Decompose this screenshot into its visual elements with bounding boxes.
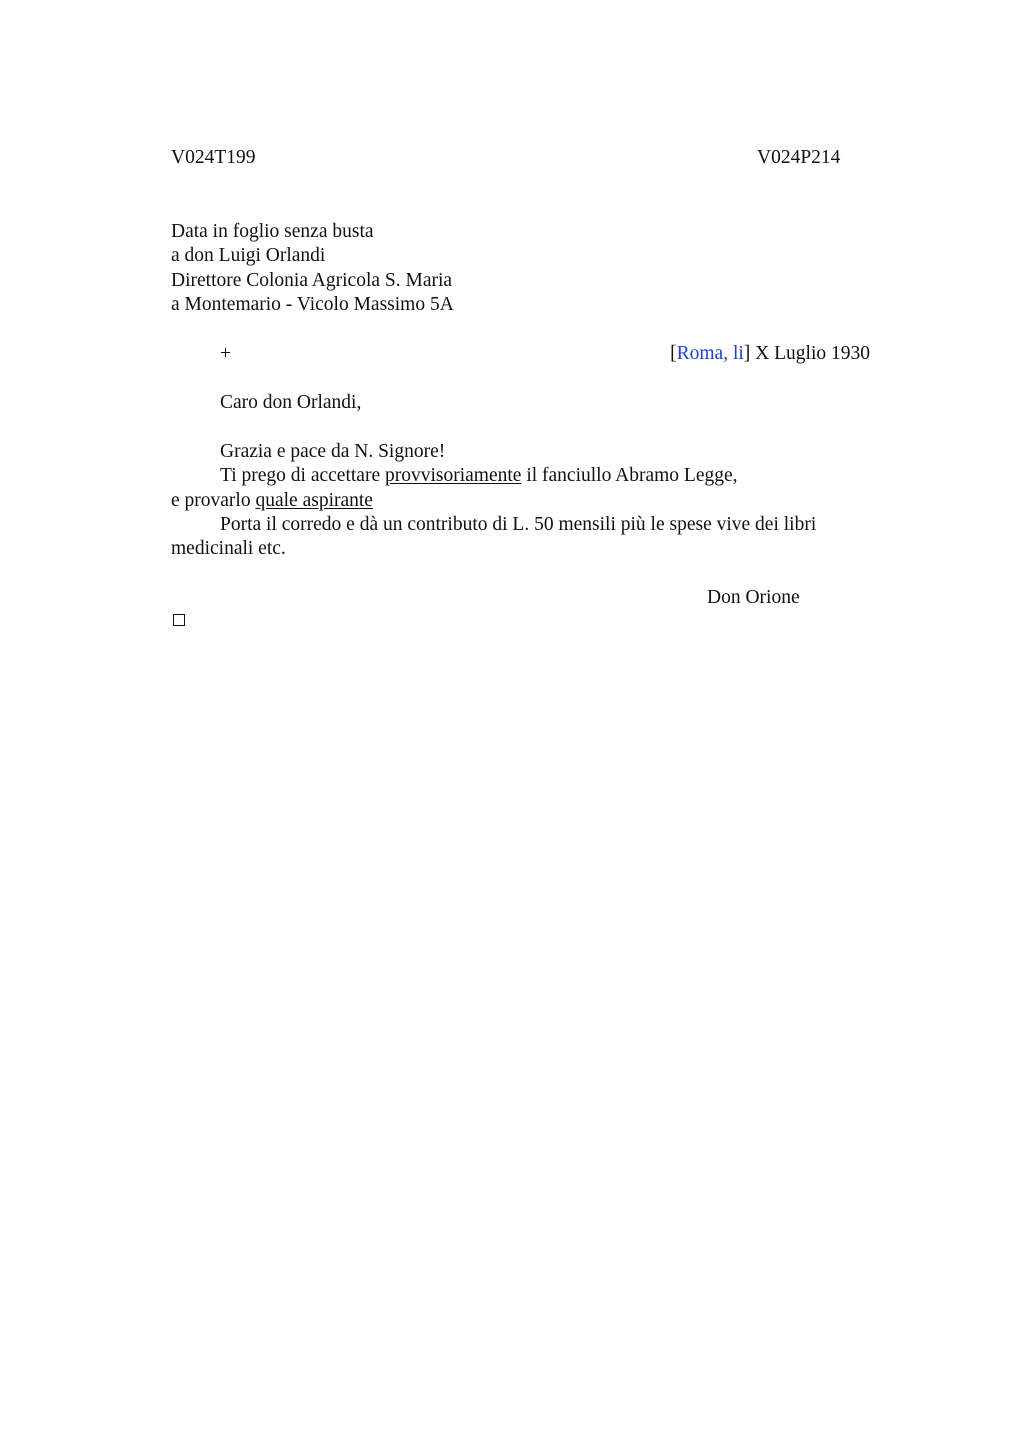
paragraph-1-line-2 xyxy=(171,489,373,513)
p1-text-a: Ti prego di accettare xyxy=(220,465,385,486)
recipient-name: a don Luigi Orlandi xyxy=(171,245,326,266)
checkbox-square-icon xyxy=(173,614,185,626)
dateline-place: Roma, li xyxy=(676,343,744,364)
note-line-1: Data in foglio senza busta xyxy=(171,221,374,242)
paragraph-2-line-2: medicinali etc. xyxy=(171,538,286,559)
dateline xyxy=(670,342,870,366)
paragraph-1-line-1 xyxy=(220,464,738,488)
dateline-date: X Luglio 1930 xyxy=(750,343,870,364)
bracket-open: [ xyxy=(670,343,677,364)
paragraph-2-line-1: Porta il corredo e dà un contributo di L. 50 mensili più le spese vive dei libri xyxy=(220,514,817,535)
p1-underlined-word: provvisoriamente xyxy=(384,465,522,486)
greeting: Grazia e pace da N. Signore! xyxy=(220,441,446,462)
salutation: Caro don Orlandi, xyxy=(220,392,362,413)
cross-symbol: + xyxy=(220,343,231,364)
p1-line2-text: e provarlo xyxy=(171,490,256,511)
recipient-title: Direttore Colonia Agricola S. Maria xyxy=(171,270,453,291)
archive-code-left: V024T199 xyxy=(171,147,256,168)
bracket-close: ] xyxy=(743,343,751,364)
signature: Don Orione xyxy=(707,587,800,608)
archive-code-right: V024P214 xyxy=(757,147,841,168)
p1-line2-underlined: quale aspirante xyxy=(255,490,373,511)
p1-text-b: il fanciullo Abramo Legge, xyxy=(521,465,738,486)
recipient-address: a Montemario - Vicolo Massimo 5A xyxy=(171,294,454,315)
